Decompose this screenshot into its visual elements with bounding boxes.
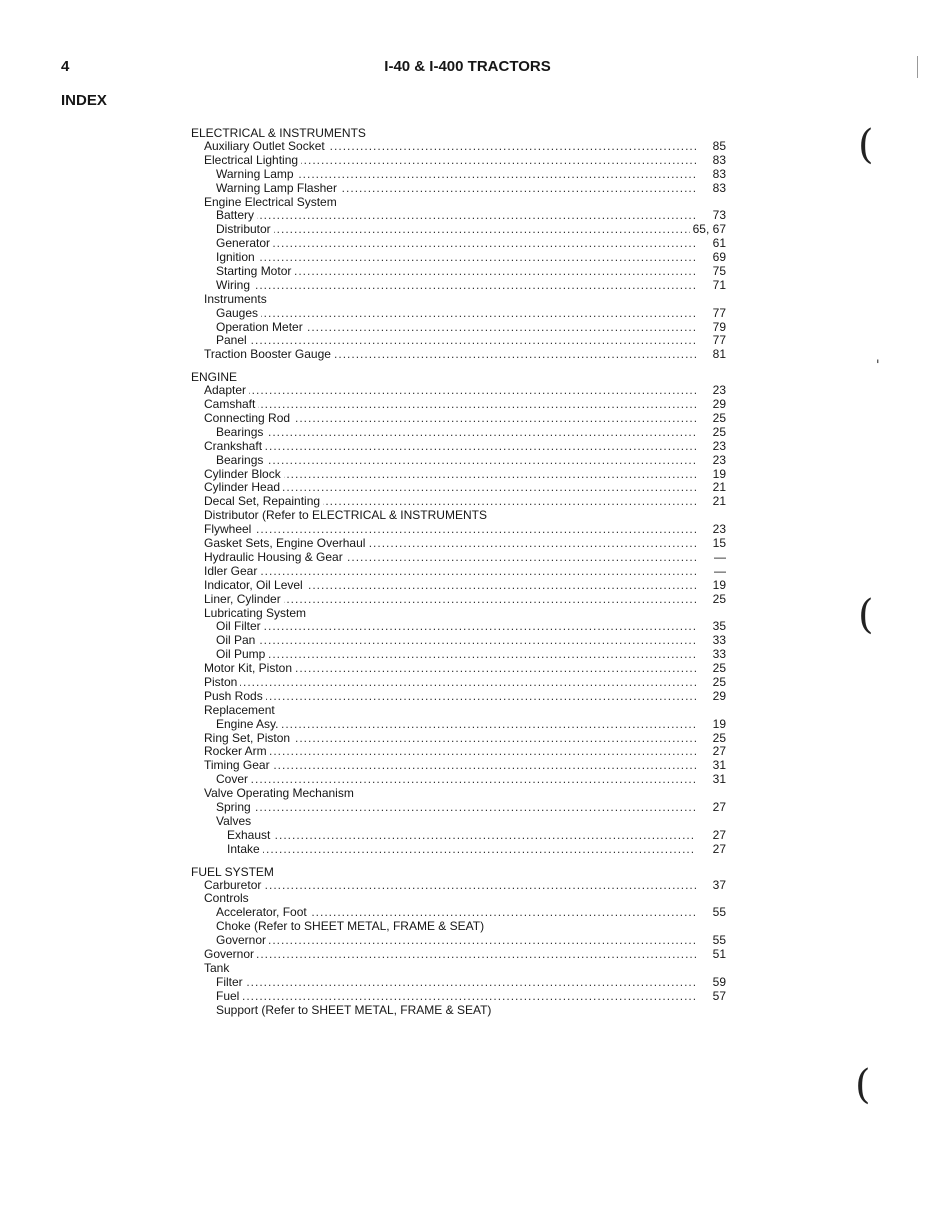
index-entry <box>191 307 726 321</box>
entry-label: Valves <box>216 815 254 829</box>
index-entry <box>191 634 726 648</box>
dot-leader <box>216 426 696 440</box>
index-entry <box>191 906 726 920</box>
dot-leader <box>216 634 696 648</box>
entry-label: Governor <box>216 934 269 948</box>
dot-leader <box>227 843 696 857</box>
entry-label: Carburetor <box>204 879 264 893</box>
entry-label: Tank <box>204 962 232 976</box>
index-entry <box>191 593 726 607</box>
entry-page-number: 19 <box>710 579 726 593</box>
entry-page-number: 51 <box>710 948 726 962</box>
dot-leader <box>204 879 696 893</box>
entry-label: Auxiliary Outlet Socket <box>204 140 328 154</box>
dot-leader <box>204 384 696 398</box>
dot-leader <box>204 440 696 454</box>
entry-page-number: 25 <box>710 662 726 676</box>
dot-leader <box>216 237 696 251</box>
entry-page-number: 19 <box>710 718 726 732</box>
entry-label: Wiring <box>216 279 253 293</box>
entry-page-number: 55 <box>710 906 726 920</box>
section-title: ENGINE <box>191 370 238 385</box>
dot-leader <box>204 398 696 412</box>
entry-page-number: 23 <box>710 523 726 537</box>
dot-leader <box>227 829 696 843</box>
entry-label: Gauges <box>216 307 261 321</box>
entry-label: Bearings <box>216 426 266 440</box>
entry-label: Governor <box>204 948 257 962</box>
index-entry <box>191 948 726 962</box>
entry-page-number: 55 <box>710 934 726 948</box>
entry-label: Liner, Cylinder <box>204 593 284 607</box>
entry-page-number: 71 <box>710 279 726 293</box>
entry-label: Operation Meter <box>216 321 306 335</box>
entry-label: Instruments <box>204 293 270 307</box>
entry-label: Support (Refer to SHEET METAL, FRAME & SEAT) <box>216 1004 494 1018</box>
entry-page-number: 81 <box>710 348 726 362</box>
index-entry <box>191 454 726 468</box>
entry-page-number: 61 <box>710 237 726 251</box>
dot-leader <box>204 523 696 537</box>
entry-label: Camshaft <box>204 398 258 412</box>
entry-page-number: 59 <box>710 976 726 990</box>
dot-leader <box>204 948 696 962</box>
entry-page-number: 21 <box>710 481 726 495</box>
entry-page-number: 85 <box>710 140 726 154</box>
entry-page-number: 27 <box>710 829 726 843</box>
entry-page-number: — <box>711 551 726 565</box>
index-entry <box>191 892 726 906</box>
index-section <box>191 126 726 362</box>
dot-leader <box>216 620 696 634</box>
entry-page-number: 23 <box>710 454 726 468</box>
entry-label: Piston <box>204 676 240 690</box>
entry-page-number: 15 <box>710 537 726 551</box>
entry-page-number: 27 <box>710 801 726 815</box>
entry-label: Bearings <box>216 454 266 468</box>
entry-label: Battery <box>216 209 257 223</box>
entry-page-number: 79 <box>710 321 726 335</box>
index-entry <box>191 293 726 307</box>
entry-page-number: 35 <box>710 620 726 634</box>
index-entry <box>191 773 726 787</box>
index-entry <box>191 976 726 990</box>
index-entry <box>191 182 726 196</box>
entry-label: Distributor <box>216 223 274 237</box>
dot-leader <box>216 454 696 468</box>
entry-page-number: 33 <box>710 648 726 662</box>
entry-page-number: 25 <box>710 732 726 746</box>
index-list <box>191 126 726 1025</box>
dot-leader <box>216 307 696 321</box>
index-entry <box>191 962 726 976</box>
entry-label: Traction Booster Gauge <box>204 348 334 362</box>
entry-label: Connecting Rod <box>204 412 293 426</box>
index-entry <box>191 279 726 293</box>
entry-page-number: — <box>711 565 726 579</box>
dot-leader <box>216 934 696 948</box>
index-entry <box>191 384 726 398</box>
entry-label: Crankshaft <box>204 440 265 454</box>
entry-label: Cover <box>216 773 251 787</box>
index-entry <box>191 495 726 509</box>
scan-speck-mark: ' <box>876 358 880 373</box>
entry-label: Ignition <box>216 251 258 265</box>
entry-page-number: 69 <box>710 251 726 265</box>
dot-leader <box>216 801 696 815</box>
entry-label: Cylinder Block <box>204 468 284 482</box>
index-entry <box>191 196 726 210</box>
binder-hole-mark: ( <box>858 122 874 168</box>
index-entry <box>191 398 726 412</box>
entry-label: Push Rods <box>204 690 266 704</box>
index-entry <box>191 745 726 759</box>
entry-label: Replacement <box>204 704 278 718</box>
entry-page-number: 29 <box>710 398 726 412</box>
index-entry <box>191 620 726 634</box>
index-entry <box>191 140 726 154</box>
entry-label: Oil Pump <box>216 648 268 662</box>
section-title: ELECTRICAL & INSTRUMENTS <box>191 126 366 140</box>
index-entry <box>191 481 726 495</box>
entry-label: Choke (Refer to SHEET METAL, FRAME & SEAT) <box>216 920 487 934</box>
entry-label: Oil Pan <box>216 634 258 648</box>
index-entry <box>191 759 726 773</box>
entry-label: Lubricating System <box>204 607 309 621</box>
index-entry <box>191 168 726 182</box>
entry-page-number: 25 <box>710 426 726 440</box>
index-entry <box>191 607 726 621</box>
index-entry <box>191 237 726 251</box>
entry-label: Gasket Sets, Engine Overhaul <box>204 537 368 551</box>
entry-label: Accelerator, Foot <box>216 906 310 920</box>
binder-hole-mark: ( <box>855 1062 871 1108</box>
entry-label: Decal Set, Repainting <box>204 495 323 509</box>
index-entry <box>191 426 726 440</box>
entry-label: Cylinder Head <box>204 481 283 495</box>
dot-leader <box>216 334 696 348</box>
entry-page-number: 23 <box>710 384 726 398</box>
entry-label: Filter <box>216 976 246 990</box>
index-entry <box>191 732 726 746</box>
entry-label: Motor Kit, Piston <box>204 662 295 676</box>
index-entry <box>191 265 726 279</box>
entry-label: Flywheel <box>204 523 254 537</box>
index-entry <box>191 718 726 732</box>
index-entry <box>191 815 726 829</box>
entry-label: Engine Asy. <box>216 718 281 732</box>
entry-label: Distributor (Refer to ELECTRICAL & INSTRUMENTS <box>204 509 490 523</box>
entry-page-number: 25 <box>710 412 726 426</box>
entry-page-number: 31 <box>710 759 726 773</box>
section-title: FUEL SYSTEM <box>191 864 274 879</box>
index-entry <box>191 209 726 223</box>
entry-label: Intake <box>227 843 263 857</box>
entry-label: Warning Lamp Flasher <box>216 182 340 196</box>
index-entry <box>191 334 726 348</box>
index-entry <box>191 1004 726 1018</box>
index-entry <box>191 579 726 593</box>
index-entry <box>191 348 726 362</box>
index-entry <box>191 440 726 454</box>
index-section <box>191 865 726 1018</box>
entry-page-number: 27 <box>710 843 726 857</box>
entry-page-number: 75 <box>710 265 726 279</box>
entry-label: Controls <box>204 892 252 906</box>
entry-page-number: 83 <box>710 168 726 182</box>
dot-leader <box>204 745 696 759</box>
dot-leader <box>204 565 696 579</box>
dot-leader <box>204 759 696 773</box>
index-entry <box>191 662 726 676</box>
index-entry <box>191 934 726 948</box>
dot-leader <box>216 976 696 990</box>
index-entry <box>191 251 726 265</box>
entry-page-number: 77 <box>710 307 726 321</box>
index-entry <box>191 565 726 579</box>
page-number: 4 <box>61 58 70 75</box>
index-entry <box>191 829 726 843</box>
index-entry <box>191 879 726 893</box>
index-entry <box>191 223 726 237</box>
dot-leader <box>216 990 696 1004</box>
page-header-title: I-40 & I-400 TRACTORS <box>384 58 551 75</box>
index-entry <box>191 690 726 704</box>
entry-label: Hydraulic Housing & Gear <box>204 551 346 565</box>
dot-leader <box>216 279 696 293</box>
entry-page-number: 73 <box>710 209 726 223</box>
index-entry <box>191 648 726 662</box>
entry-page-number: 31 <box>710 773 726 787</box>
entry-label: Generator <box>216 237 273 251</box>
entry-page-number: 83 <box>710 154 726 168</box>
entry-label: Ring Set, Piston <box>204 732 293 746</box>
entry-label: Rocker Arm <box>204 745 270 759</box>
dot-leader <box>216 648 696 662</box>
index-entry <box>191 468 726 482</box>
entry-page-number: 65, 67 <box>690 223 726 237</box>
entry-label: Idler Gear <box>204 565 260 579</box>
index-entry <box>191 920 726 934</box>
entry-page-number: 19 <box>710 468 726 482</box>
entry-label: Exhaust <box>227 829 273 843</box>
dot-leader <box>216 251 696 265</box>
index-entry <box>191 676 726 690</box>
index-entry <box>191 787 726 801</box>
entry-page-number: 83 <box>710 182 726 196</box>
entry-page-number: 33 <box>710 634 726 648</box>
entry-label: Electrical Lighting <box>204 154 301 168</box>
entry-page-number: 23 <box>710 440 726 454</box>
index-entry <box>191 704 726 718</box>
index-entry <box>191 412 726 426</box>
entry-page-number: 25 <box>710 593 726 607</box>
index-entry <box>191 537 726 551</box>
entry-page-number: 25 <box>710 676 726 690</box>
entry-label: Indicator, Oil Level <box>204 579 306 593</box>
entry-page-number: 37 <box>710 879 726 893</box>
entry-label: Starting Motor <box>216 265 294 279</box>
entry-label: Spring <box>216 801 254 815</box>
index-entry <box>191 801 726 815</box>
entry-label: Adapter <box>204 384 249 398</box>
entry-label: Panel <box>216 334 250 348</box>
dot-leader <box>204 676 696 690</box>
binder-hole-mark: ( <box>858 592 874 638</box>
index-entry <box>191 509 726 523</box>
index-entry <box>191 990 726 1004</box>
entry-label: Oil Filter <box>216 620 264 634</box>
index-entry <box>191 843 726 857</box>
dot-leader <box>216 718 696 732</box>
index-section <box>191 370 726 856</box>
dot-leader <box>216 209 696 223</box>
dot-leader <box>204 690 696 704</box>
entry-label: Fuel <box>216 990 242 1004</box>
entry-page-number: 77 <box>710 334 726 348</box>
entry-label: Warning Lamp <box>216 168 297 182</box>
entry-label: Timing Gear <box>204 759 273 773</box>
dot-leader <box>216 773 696 787</box>
index-entry <box>191 523 726 537</box>
entry-label: Valve Operating Mechanism <box>204 787 357 801</box>
entry-page-number: 27 <box>710 745 726 759</box>
entry-label: Engine Electrical System <box>204 196 340 210</box>
index-entry <box>191 154 726 168</box>
entry-page-number: 29 <box>710 690 726 704</box>
index-heading: INDEX <box>61 92 107 109</box>
entry-page-number: 57 <box>710 990 726 1004</box>
index-entry <box>191 551 726 565</box>
entry-page-number: 21 <box>710 495 726 509</box>
scan-edge-line <box>917 56 918 78</box>
dot-leader <box>216 223 696 237</box>
index-entry <box>191 321 726 335</box>
